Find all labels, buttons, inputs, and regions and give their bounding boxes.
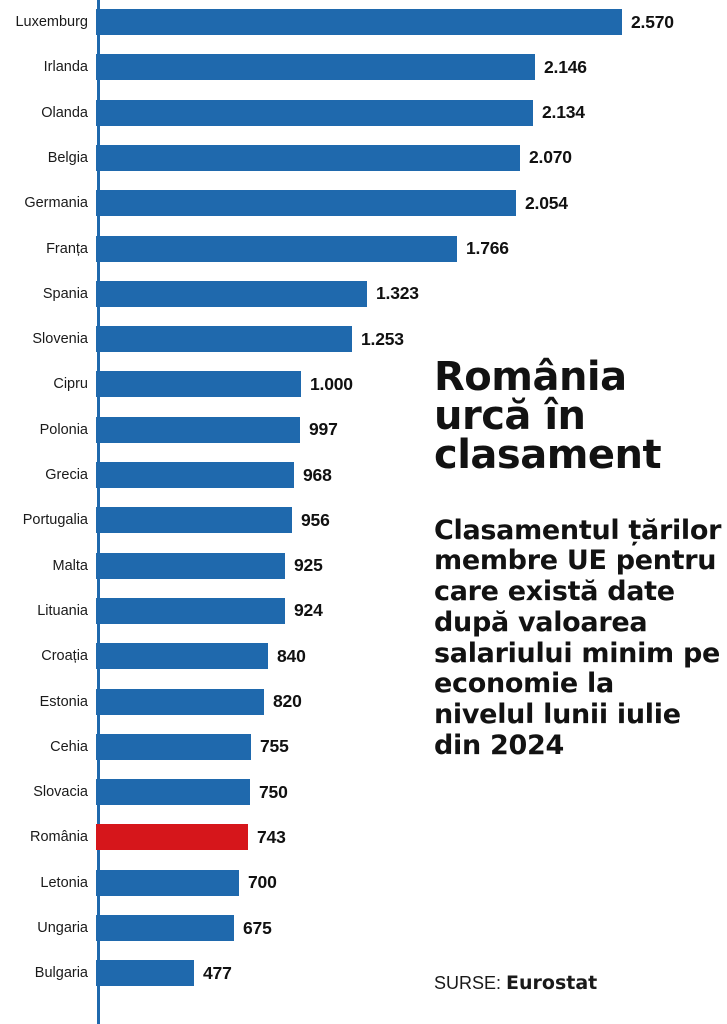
- bar-value-label: 477: [203, 962, 232, 983]
- bar-value-label: 743: [257, 826, 286, 847]
- bar-row: [0, 281, 727, 307]
- bar-container: [96, 326, 727, 352]
- bar: [96, 462, 294, 488]
- bar-row: [0, 236, 727, 262]
- bar-category-label: Cipru: [53, 376, 88, 393]
- bar-value-label: 924: [294, 600, 323, 621]
- bar: [96, 779, 250, 805]
- bar-category-label: Olanda: [41, 104, 88, 121]
- bar-category-label: Luxemburg: [15, 14, 88, 30]
- bar-row: [0, 100, 727, 126]
- source-name: Eurostat: [506, 972, 598, 994]
- bar: [96, 100, 533, 126]
- bar: [96, 326, 352, 352]
- bar-category-label: Slovacia: [33, 784, 88, 801]
- bar-value-label: 2.570: [631, 11, 674, 32]
- bar-value-label: 1.323: [376, 283, 419, 304]
- bar-container: [96, 870, 727, 896]
- bar-category-label: Cehia: [50, 738, 88, 755]
- bar-category-label: Slovenia: [32, 331, 88, 348]
- bar-value-label: 820: [273, 691, 302, 711]
- bar-container: [96, 236, 727, 262]
- bar-row: [0, 960, 727, 986]
- bar-value-label: 956: [301, 509, 330, 530]
- bar-category-label: Irlanda: [43, 59, 88, 76]
- bar-category-label: Germania: [24, 195, 88, 212]
- bar-value-label: 1.253: [361, 328, 404, 349]
- sources-label: SURSE:: [434, 973, 502, 993]
- bar: [96, 236, 457, 262]
- sources-line: [434, 972, 597, 994]
- bar-row: [0, 824, 727, 850]
- bar-category-label: Lituania: [37, 602, 88, 619]
- bar: [96, 870, 239, 896]
- bar: [96, 190, 516, 216]
- bar-row: [0, 870, 727, 896]
- bar: [96, 960, 194, 986]
- bar-container: [96, 54, 727, 80]
- bar-container: [96, 824, 727, 850]
- bar-row: [0, 915, 727, 941]
- bar: [96, 417, 300, 443]
- bar: [96, 734, 251, 760]
- bar-container: [96, 190, 727, 216]
- bar: [96, 507, 292, 533]
- bar: [96, 598, 285, 624]
- bar-category-label: Belgia: [47, 149, 88, 166]
- bar-category-label: Letonia: [40, 874, 88, 891]
- bar-container: [96, 281, 727, 307]
- bar-value-label: 2.134: [542, 102, 585, 123]
- bar-row: [0, 190, 727, 216]
- bar: [96, 281, 367, 307]
- bar: [96, 553, 285, 579]
- bar-value-label: 968: [303, 464, 332, 485]
- bar: [96, 643, 268, 669]
- bar-category-label: Croația: [41, 648, 88, 665]
- bar-value-label: 2.146: [544, 56, 587, 77]
- bar: [96, 689, 264, 715]
- bar-value-label: 755: [260, 736, 289, 757]
- side-text-block: [434, 354, 722, 762]
- bar-container: [96, 9, 727, 35]
- bar-category-label: Portugalia: [22, 512, 88, 529]
- bar-row: [0, 326, 727, 352]
- bar-value-label: 1.000: [310, 373, 353, 394]
- bar-value-label: 2.054: [525, 192, 568, 213]
- bar-category-label: Spania: [42, 285, 88, 302]
- bar-category-label: Franța: [46, 240, 88, 257]
- bar-value-label: 750: [259, 781, 288, 802]
- bar-container: [96, 915, 727, 941]
- chart-description: Clasamentul țărilor membre UE pentru care există date după valoarea salariului minim pe economie la nivelul lunii iulie din 2024: [434, 514, 722, 761]
- bar-value-label: 700: [248, 872, 277, 893]
- bar-category-label: Estonia: [39, 693, 88, 710]
- bar-container: [96, 960, 727, 986]
- bar-container: [96, 779, 727, 805]
- bar-highlighted: [96, 824, 248, 850]
- bar-container: [96, 145, 727, 171]
- bar: [96, 145, 520, 171]
- bar: [96, 371, 301, 397]
- page-title: România urcă în clasament: [434, 354, 662, 479]
- bar: [96, 9, 622, 35]
- bar-row: [0, 145, 727, 171]
- bar-value-label: 840: [277, 645, 306, 666]
- bar: [96, 54, 535, 80]
- bar-value-label: 925: [294, 555, 323, 576]
- bar-category-label: Bulgaria: [34, 965, 88, 982]
- bar-category-label: Ungaria: [37, 920, 88, 936]
- bar: [96, 915, 234, 941]
- bar-row: [0, 779, 727, 805]
- bar-category-label: România: [29, 829, 88, 846]
- bar-value-label: 997: [309, 419, 338, 440]
- bar-row: [0, 9, 727, 35]
- bar-category-label: Grecia: [45, 467, 88, 483]
- bar-value-label: 1.766: [466, 238, 509, 258]
- bar-row: [0, 54, 727, 80]
- bar-category-label: Malta: [52, 557, 88, 574]
- bar-container: [96, 100, 727, 126]
- bar-value-label: 675: [243, 917, 272, 938]
- bar-category-label: Polonia: [39, 421, 88, 438]
- bar-value-label: 2.070: [529, 147, 572, 168]
